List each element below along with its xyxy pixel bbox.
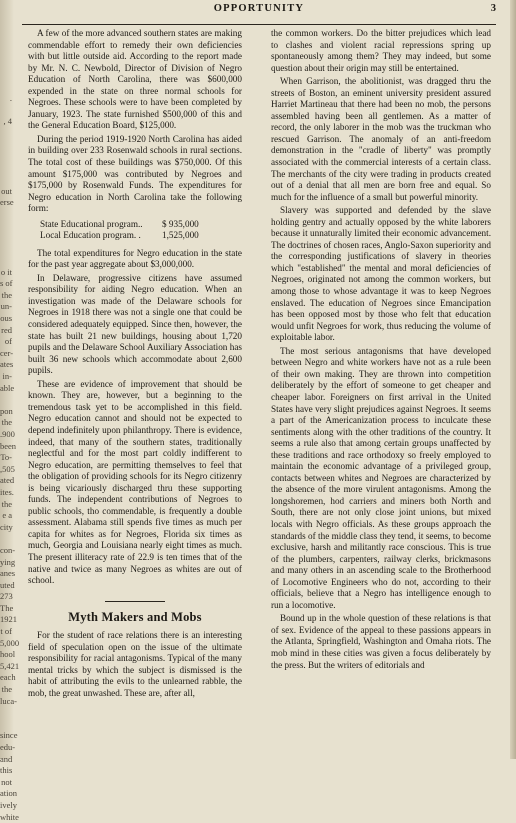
margin-fragment: luca- xyxy=(0,695,17,706)
margin-fragment xyxy=(0,46,14,58)
margin-fragment: been xyxy=(0,440,17,451)
running-head: OPPORTUNITY xyxy=(213,3,305,14)
paragraph: For the student of race relations there is an interesting field of speculation open on the issue of the ultimate responsibility for racial antagonisms. Typical of the many mental tricks by which the subject is dismissed is the habit of attributing the evils to the unlearned rabble, the mob, the great unwashed. These are, after all, xyxy=(28,630,242,698)
margin-fragment xyxy=(0,394,14,406)
margin-fragment xyxy=(0,209,14,221)
margin-fragment: ,505 xyxy=(0,463,15,474)
margin-fragment: pon xyxy=(0,405,13,416)
expenditure-row xyxy=(40,230,242,242)
left-column xyxy=(28,28,242,701)
margin-fragment xyxy=(0,12,14,24)
margin-fragment: e a xyxy=(2,510,12,521)
margin-fragment xyxy=(0,220,14,232)
margin-fragment xyxy=(0,151,14,163)
margin-fragment xyxy=(0,139,14,151)
paragraph: The most serious antagonisms that have developed between Negro and white workers have not as a rule been of their own making. They are thrown into competition deliberately by the effort of someone to get cheaper and cheaper labor. Foreigners on first arrival in the United States have very slight prejudices against Negroes. It seems a part of the Americanization process to inculcate these sentiments along with the other traditions of the country. It seems a rule also that among certain groups unaffected by these traditions and race orthodoxy so freely employed to maintain the economic advantage of a privileged group, contacts between whites and Negroes are characterized by the absence of the more virulent antagonisms. Among the longshoremen, hod carriers and miners both North and South, there are not only close joint unions, but mixed locals with Negro officials. As these groups approach the standards of the middle class they tend, it seems, to become exclusive, harsh and militantly race conscious. This is true of the plumbers, carpenters, railway clerks, brickmasons and many others in an ascending scale to the Brotherhood of Locomotive Engineers who do not, according to their officials, believe that a Negro has intelligence enough to run a locomotive. xyxy=(271,345,491,610)
page-edge xyxy=(510,0,516,759)
paragraph: Slavery was supported and defended by the slave holding gentry and actually opposed by the white laborers because it unnaturally limited their economic advancement. The doctrines of chosen races, Anglo-Saxon superiority and the corresponding justifications of slavery in theories which "established" the mental and moral deficiencies of Negroes, originated not among the common workers, but among those to whose advantage it was to keep Negroes enslaved. The education of Negroes since Emancipation has been opposed most by those who felt that education would unfit Negroes for work, thus reducing the volume of exploitable labor. xyxy=(271,205,491,343)
margin-fragment: anes xyxy=(0,568,16,579)
margin-fragment: ates xyxy=(0,359,14,370)
margin-fragment: o it xyxy=(0,266,12,277)
expenditure-amount: $ 935,000 xyxy=(162,218,199,229)
margin-fragment: since xyxy=(0,730,18,741)
margin-fragment: of xyxy=(4,336,12,347)
paragraph: The total expenditures for Negro education in the state for the past year aggregate about $3,000,000. xyxy=(28,247,242,270)
paragraph: A few of the more advanced southern states are making commendable effort to remedy their own deficiencies with but little outside aid. According to the report made by Mr. N. C. Newbold, Director of Division of Negro Education of North Carolina, there was $600,000 expended in the state on three normal schools for Negroes. These schools were to have been completed by January, 1923. The state furnished $500,000 of this and the General Education Board, $125,000. xyxy=(28,28,242,131)
margin-fragment xyxy=(0,70,14,82)
margin-fragment: and xyxy=(0,753,13,764)
paragraph: These are evidence of improvement that should be known. They are, however, but a beginning to the tremendous task yet to be accomplished in this field. Negro education cannot and should not be expected to depend indefinitely upon philanthropy. There is evidence, indeed, that many of the southern states, traditionally neglectful and for the most part coldly indifferent to Negro education, are permitting themselves to feel that the obligation of providing schools for its Negro citizenry is being vicariously discharged thru these supporting funds. The independent contributions of Negroes to public schools, tho commendable, is frequently a double assessment. Alabama still spends five times as much per capita for whites as for Negroes, Florida six times as much, Georgia and Louisiana nearly eight times as much. The present illiteracy rate of 22.9 is ten times that of the native and twice as many Negroes as whites are out of school. xyxy=(28,378,242,586)
margin-fragment: hool xyxy=(0,649,16,660)
margin-fragment xyxy=(0,162,14,174)
paragraph: the common workers. Do the bitter prejudices which lead to clashes and violent racial repressions spring up spontaneously among them? They may indeed, but some question about their origin may still be entertained. xyxy=(271,28,491,73)
margin-fragment xyxy=(0,174,14,186)
margin-fragment xyxy=(0,23,14,35)
margin-fragment: con- xyxy=(0,544,16,555)
paragraph: In Delaware, progressive citizens have assumed responsibility for aiding Negro education. When an investigation was made of the Delaware schools for Negroes in 1918 there was not a single one that could be considered adequately equipped. Since then, however, the state has built 21 new buildings, housing about 1,720 pupils and the Delaware School Auxiliary Association has built 36 new schools which accommodate about 2,600 pupils. xyxy=(28,272,242,376)
margin-fragment xyxy=(0,81,14,93)
margin-fragment: the xyxy=(1,498,12,509)
margin-fragment xyxy=(0,35,14,47)
margin-fragment xyxy=(0,104,14,116)
margin-fragment xyxy=(0,719,14,731)
margin-fragment: 1921 xyxy=(0,614,17,625)
section-divider xyxy=(105,601,165,602)
margin-fragment: the xyxy=(1,417,12,428)
margin-fragment xyxy=(0,533,14,545)
section-title: Myth Makers and Mobs xyxy=(68,609,202,624)
right-column xyxy=(271,28,491,673)
margin-fragment: the xyxy=(1,289,12,300)
margin-fragment: edu- xyxy=(0,742,16,752)
margin-fragment xyxy=(0,128,14,140)
margin-fragment: in- xyxy=(2,371,12,381)
margin-fragment: the xyxy=(1,684,12,695)
margin-fragment xyxy=(0,232,14,244)
margin-fragment xyxy=(0,58,14,70)
margin-fragment: each xyxy=(0,672,16,683)
paragraph: During the period 1919-1920 North Carolina has aided in building over 233 Rosenwald schools in rural sections. The total cost of these buildings was $750,000. Of this amount $175,000 was contributed by Negroes and $175,000 by Rosenwald Funds. The expenditures for Negro education in North Carolina take the following form: xyxy=(28,133,242,214)
margin-fragment: 5,000 xyxy=(0,637,20,648)
page-number: 3 xyxy=(490,3,496,14)
expenditure-label: Local Education program. . xyxy=(40,230,141,241)
margin-fragment: ated xyxy=(0,475,15,486)
margin-fragment: this xyxy=(0,765,13,776)
paragraph: Bound up in the whole question of these relations is that of sex. Evidence of the appeal to these passions appears in the Atlanta, Springfield, Washington and Omaha riots. The mob mind in these cities was given a focus deliberately by the press. But the writers of editorials and xyxy=(271,613,491,670)
margin-fragment: ites. xyxy=(0,486,14,497)
margin-fragment: uted xyxy=(0,579,15,590)
margin-fragment: 273 xyxy=(0,591,13,602)
margin-fragment: ation xyxy=(0,788,17,799)
margin-fragment: t of xyxy=(0,626,12,637)
margin-fragment: .900 xyxy=(0,428,15,439)
paragraph: When Garrison, the abolitionist, was dragged thru the streets of Boston, an eminent university president assured Harriet Martineau that there had been no mob, the persons assembled having been all gentlemen. As a matter of record, the only laborer in the mob was the truckman who rescued Garrison. The anomaly of an anti-freedom demonstration in the "cradle of liberty" was promptly associated with the commercial interests of a certain class. The merchants of the city were trading in products created out of a denial that all men are born free and equal. So much for the influence of a small but powerful minority. xyxy=(271,76,491,202)
expenditure-table xyxy=(40,219,242,242)
margin-fragment: 5,421 xyxy=(0,660,20,671)
margin-fragment: , 4 xyxy=(3,115,12,126)
margin-fragment: red xyxy=(1,324,12,335)
margin-fragment xyxy=(0,707,14,719)
margin-fragment: white xyxy=(0,811,19,822)
margin-fragment: . xyxy=(9,92,12,103)
margin-fragment: s of xyxy=(0,278,13,289)
expenditure-label: State Educational program.. xyxy=(40,218,143,229)
margin-fragment xyxy=(0,0,14,12)
margin-fragment: erse xyxy=(0,197,14,208)
margin-fragment: out xyxy=(1,185,12,196)
page-header xyxy=(22,0,496,25)
margin-fragment: un- xyxy=(0,301,12,312)
expenditure-row xyxy=(40,219,242,231)
margin-fragment: able xyxy=(0,382,15,393)
margin-fragment: city xyxy=(0,521,13,532)
margin-fragment: To- xyxy=(0,452,12,463)
margin-fragment: The xyxy=(0,602,14,613)
expenditure-amount: 1,525,000 xyxy=(162,230,199,241)
margin-fragment: cer- xyxy=(0,347,14,358)
adjacent-page-gutter xyxy=(0,0,20,822)
margin-fragment: ively xyxy=(0,799,17,810)
margin-fragment: ying xyxy=(0,556,16,567)
margin-fragment xyxy=(0,243,14,255)
margin-fragment: ous xyxy=(0,313,12,324)
margin-fragment xyxy=(0,255,14,267)
margin-fragment: not xyxy=(1,776,12,787)
